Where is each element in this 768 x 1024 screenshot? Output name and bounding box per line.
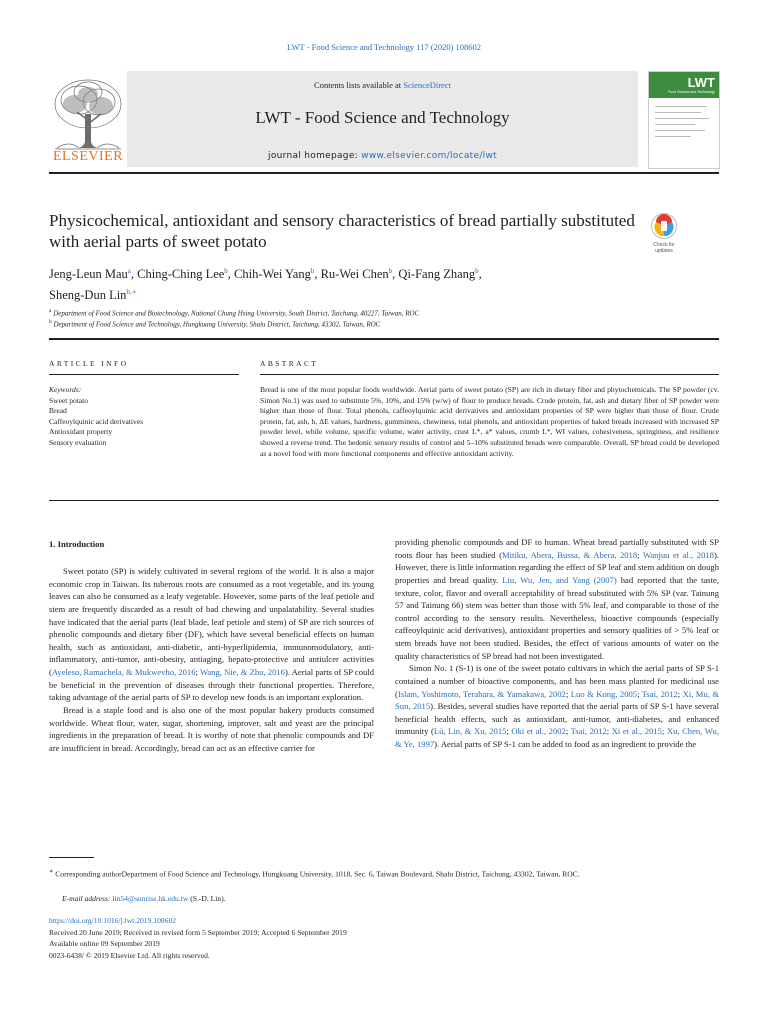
- citation-link[interactable]: Islam, Yoshimoto, Terahara, & Yamakawa, 2002: [397, 688, 566, 699]
- author-name[interactable]: Chih-Wei Yang: [234, 267, 311, 282]
- cover-line: [655, 112, 701, 113]
- author-name[interactable]: Ru-Wei Chen: [320, 267, 389, 282]
- crossmark-label: Check for updates: [653, 242, 675, 254]
- doi-link[interactable]: https://doi.org/10.1016/j.lwt.2019.108602: [49, 916, 177, 925]
- crossmark-icon: [650, 212, 678, 240]
- homepage-prefix: journal homepage:: [268, 151, 362, 161]
- cover-line: [655, 130, 705, 131]
- citation-link[interactable]: Wang, Nie, & Zhu, 2016: [199, 667, 285, 677]
- citation-link[interactable]: Tsai, 2012: [641, 688, 678, 699]
- journal-title: LWT - Food Science and Technology: [255, 108, 510, 127]
- header-rule: [49, 172, 719, 174]
- article-title: Physicochemical, antioxidant and sensory characteristics of bread partially substituted with aerial parts of sweet potato: [49, 211, 635, 251]
- author-list: Jeng-Leun Mau$^a$, Ching-Ching Lee$^b$, Chih-Wei Yang$^b$, Ru-Wei Chen$^b$, Qi-Fang Zhang$^b$, Sheng-Dun Lin$^{b,∗}$: [49, 267, 482, 303]
- keyword: Antioxidant property: [49, 427, 113, 437]
- citation-link[interactable]: Oki et al., 2002: [511, 726, 566, 737]
- section-heading-introduction: 1. Introduction: [49, 539, 105, 549]
- cover-title: LWT: [687, 75, 715, 90]
- body-column-left: [49, 565, 374, 754]
- corresponding-mark: ∗: [49, 868, 54, 875]
- author-affiliation-mark[interactable]: b,∗: [126, 288, 137, 297]
- affiliation-mark: a: [49, 308, 52, 314]
- author-name[interactable]: Qi-Fang Zhang: [398, 267, 476, 282]
- journal-reference[interactable]: LWT - Food Science and Technology 117 (2020) 108602: [286, 42, 482, 52]
- cover-line: [655, 106, 707, 107]
- abstract-heading: ABSTRACT: [260, 359, 319, 368]
- keywords-label: Keywords:: [49, 385, 82, 394]
- abstract-text: Bread is one of the most popular foods worldwide. Aerial parts of sweet potato (SP) are rich in dietary fiber and phytochemicals. The SP powder (cv. Simon No.1) was used to substitute 5%, 10%, and 15% (w/w) of flour to produce breads. Crude protein, fat, ash and dietary fiber of SP powder were higher than those of flour. Total phenols, caffeoylquinic acid derivatives and antioxidant properties of SP were higher than those of flour. Crude protein, fat, ash, h, ΔE values, hardness, gumminess, chewiness, total phenols, and antioxidant properties of baked breads increased with increased SP powder level, while volume, specific volume, water activity, crust L*, a* values, crumb L*, WI values, cohesiveness, springiness, and resilience showed a reverse trend. The hedonic sensory results of control and 5–10% substituted breads were comparable. Overall, SP bread could be developed as a novel food with more functional components and effective antioxidant activity.: [260, 385, 719, 458]
- affiliation-rule: [49, 338, 719, 340]
- email-link[interactable]: lin54@sunrise.hk.edu.tw: [112, 894, 189, 903]
- keyword: Sensory evaluation: [49, 437, 107, 447]
- citation-link[interactable]: Xi, Mu, & Sun, 2015: [395, 688, 720, 712]
- author-name[interactable]: Jeng-Leun Mau: [49, 267, 128, 282]
- cover-line: [655, 136, 691, 137]
- email-label: E-mail address:: [62, 894, 113, 903]
- available-online: Available online 09 September 2019: [49, 939, 160, 948]
- affiliation: [49, 317, 719, 329]
- crossmark-badge[interactable]: [644, 212, 684, 254]
- homepage-link[interactable]: www.elsevier.com/locate/lwt: [361, 151, 497, 161]
- author-affiliation-mark[interactable]: b: [310, 267, 315, 275]
- citation-link[interactable]: Luo & Kong, 2005: [570, 688, 638, 699]
- citation-link[interactable]: Mitiku, Abera, Bussa, & Abera, 2018: [501, 549, 638, 560]
- cover-subtitle: Food Science and Technology: [668, 90, 715, 94]
- paragraph: providing phenolic compounds and DF to human. Wheat bread partially substituted with SP roots flour has been studied (Mitiku, Abera, Bussa, & Abera, 2018; Wanjuu et al., 2018). However, there is little information regarding the effect of SP leaf and stem addition on dough properties and bread quality. Liu, Wu, Jen, and Yang (2007) had reported that the taste, texture, color, flavor and overall acceptability of bread substituted with 5% SP (var. Tainung 57 and Tainung 66) stem was better than those with 5% leaf, and comparable to those of the control according to the sensory results. Nevertheless, bioactive compounds (especially caffeoylquinic acid derivatives), antioxidant properties and sensory qualities of > 5% leaf or stem breads have not been studied. Besides, the effect of various amounts of water on the quality characteristics of SP bread had not been investigated.: [395, 537, 719, 661]
- author-name[interactable]: Ching-Ching Lee: [137, 267, 225, 282]
- affiliation-mark: b: [49, 319, 52, 325]
- corresponding-text: Corresponding authorDepartment of Food Science and Technology, Hungkuang University, 1018, Sec. 6, Taiwan Boulevard, Shalu District, Taichung, 43302, Taiwan, ROC.: [55, 869, 580, 879]
- keyword: Caffeoylquinic acid derivatives: [49, 416, 143, 426]
- body-column-right: [395, 536, 719, 751]
- copyright: 0023-6438/ © 2019 Elsevier Ltd. All rights reserved.: [49, 950, 210, 960]
- abstract-bottom-rule: [49, 500, 719, 501]
- article-info-heading: ARTICLE INFO: [49, 359, 129, 368]
- received-dates: Received 20 June 2019; Received in revised form 5 September 2019; Accepted 6 September 2019: [49, 927, 347, 937]
- affiliation-text: Department of Food Science and Technology, Hungkuang University, Shalu District, Taichung, 43302, Taiwan, ROC: [53, 320, 381, 329]
- journal-homepage: [127, 151, 638, 161]
- article-info-rule: [49, 374, 239, 375]
- elsevier-wordmark: ELSEVIER: [52, 149, 124, 164]
- keywords-block: [49, 385, 239, 449]
- keyword: Bread: [49, 406, 67, 416]
- citation-link[interactable]: Lü, Lin, & Xu, 2015: [433, 726, 507, 737]
- author-affiliation-mark[interactable]: b: [224, 267, 228, 275]
- journal-cover-thumbnail[interactable]: [648, 71, 720, 169]
- author-affiliation-mark[interactable]: b: [388, 267, 393, 275]
- citation-link[interactable]: Ayeleso, Ramachela, & Mukwevho, 2016: [51, 667, 196, 677]
- affiliation-text: Department of Food Science and Biotechnology, National Chung Hsing University, South District, Taichung, 40227, Taiwan, ROC: [53, 309, 420, 318]
- author-affiliation-mark[interactable]: a: [127, 267, 131, 275]
- paragraph: Bread is a staple food and is also one of the most popular bakery products consumed worldwide. Wheat flour, water, sugar, shortening, improver, salt and yeast are the principal ingredients in the preparation of bread. It is worthy of note that phenolic compounds and DF are insufficient in bread. Accordingly, bread can act as an effective carrier for: [49, 704, 374, 753]
- author-affiliation-mark[interactable]: b: [475, 267, 479, 275]
- citation-link[interactable]: Liu, Wu, Jen, and Yang (2007): [502, 574, 617, 585]
- paragraph: Simon No. 1 (S-1) is one of the sweet potato cultivars in which the aerial parts of SP S-1 contained a number of bioactive components, and has been mass planted for medicinal use (Islam, Yoshimoto, Terahara, & Yamakawa, 2002; Luo & Kong, 2005; Tsai, 2012; Xi, Mu, & Sun, 2015). Besides, several studies have reported that the aerial parts of SP S-1 have several beneficial health effects, such as antioxidant, anti-tumor, anti-diabetes, and enhanced immunity (Lü, Lin, & Xu, 2015; Oki et al., 2002; Tsai, 2012; Xi et al., 2015; Xu, Chen, Wu, & Ye, 1997). Aerial parts of SP S-1 can be added to food as an ingredient to provide the: [395, 663, 720, 749]
- keyword: Sweet potato: [49, 395, 88, 405]
- contents-prefix: Contents lists available at: [314, 80, 404, 90]
- paragraph: Sweet potato (SP) is widely cultivated in several regions of the world. It is also a major economic crop in Taiwan. Its tuberous roots are consumed as a root vegetable, and its young leaves can also be consumed as a leafy vegetable. However, some parts of the leaf petiole and stem are frequently discarded as a result of bad chewing and unpalatability. Several studies have indicated that the aerial parts (leaf blade, leaf petiole and stem) of SP are rich sources of phenolic compounds and dietary fiber (DF), which have several beneficial effects on human health, such as antioxidant, anti-diabetic, anti-hyperlipidemia, immunomodulatory, anti-inflammatory, anti-tumor, anti-obesity, antiaging, hepato-protective and antiulcer activities (Ayeleso, Ramachela, & Mukwevho, 2016; Wang, Nie, & Zhu, 2016). Aerial parts of SP could be beneficial in the prevention of diseases through their functional properties. Therefore, taking advantage of the aerial parts of SP to develop new foods is an important exploration.: [49, 566, 374, 703]
- author-name[interactable]: Sheng-Dun Lin: [49, 288, 127, 303]
- publication-info: [49, 915, 719, 961]
- abstract-rule: [260, 374, 719, 375]
- email-note: [62, 893, 732, 905]
- cover-line: [655, 118, 709, 119]
- footnote-rule: [49, 857, 94, 858]
- citation-link[interactable]: Xi et al., 2015: [611, 726, 662, 737]
- cover-line: [655, 124, 695, 125]
- citation-link[interactable]: Xu, Chen, Wu, & Ye, 1997: [395, 726, 719, 749]
- email-suffix: (S.-D. Lin).: [188, 894, 226, 903]
- corresponding-author-note: [49, 866, 719, 880]
- citation-link[interactable]: Tsai, 2012: [570, 726, 607, 737]
- sciencedirect-link[interactable]: ScienceDirect: [403, 80, 451, 90]
- citation-link[interactable]: Wanjuu et al., 2018: [642, 549, 714, 560]
- contents-available-line: [127, 80, 638, 90]
